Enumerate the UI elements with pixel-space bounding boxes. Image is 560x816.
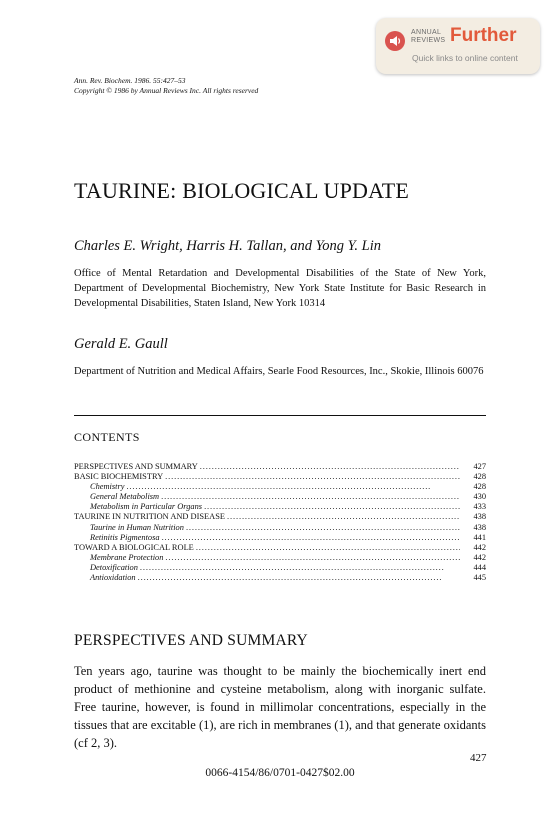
toc-leader-dots — [138, 573, 460, 583]
section-body: Ten years ago, taurine was thought to be mainly the biochemically inert end product of methionine and cysteine metabolism, along with inorganic sulfate. Free taurine, however, is found in millimolar concentrations, especially in the tissues that are excitable (1), are rich in membranes (1), and that generate oxidants (cf 2, 3). — [74, 664, 486, 750]
toc-leader-dots — [126, 482, 460, 492]
table-of-contents — [74, 462, 486, 583]
toc-entry-page: 438 — [473, 512, 486, 522]
copyright-line: Copyright © 1986 by Annual Reviews Inc. All rights reserved — [74, 86, 259, 95]
toc-entry[interactable] — [74, 573, 486, 583]
toc-entry-page: 438 — [473, 522, 486, 532]
toc-entry[interactable] — [74, 462, 486, 472]
toc-leader-dots — [161, 492, 460, 502]
toc-entry-page: 444 — [473, 562, 486, 572]
contents-heading: CONTENTS — [74, 430, 140, 444]
toc-entry[interactable] — [74, 482, 486, 492]
toc-entry-label: BASIC BIOCHEMISTRY — [74, 472, 164, 482]
toc-leader-dots — [227, 512, 460, 522]
toc-entry-label: Membrane Protection — [90, 552, 164, 562]
authors-secondary: Gerald E. Gaull — [74, 336, 168, 352]
toc-leader-dots — [196, 543, 460, 553]
affiliation-secondary: Department of Nutrition and Medical Affairs, Searle Food Resources, Inc., Skokie, Illinois 60076 — [74, 366, 484, 377]
toc-leader-dots — [162, 533, 460, 543]
toc-entry-page: 445 — [473, 573, 486, 583]
article-title: TAURINE: BIOLOGICAL UPDATE — [74, 178, 410, 203]
quick-links-tagline: Quick links to online content — [412, 53, 518, 63]
toc-entry-label: Detoxification — [90, 562, 138, 572]
toc-entry-label: Taurine in Human Nutrition — [90, 522, 184, 532]
authors-primary: Charles E. Wright, Harris H. Tallan, and Yong Y. Lin — [74, 238, 382, 254]
toc-entry-page: 428 — [473, 472, 486, 482]
footer-code: 0066-4154/86/0701-0427$02.00 — [205, 767, 355, 779]
toc-entry-page: 442 — [473, 552, 486, 562]
toc-entry[interactable] — [74, 563, 486, 573]
toc-entry-label: TAURINE IN NUTRITION AND DISEASE — [74, 512, 225, 522]
toc-entry-label: Retinitis Pigmentosa — [90, 532, 160, 542]
toc-entry[interactable] — [74, 543, 486, 553]
further-label: Further — [450, 25, 517, 46]
toc-entry[interactable] — [74, 472, 486, 482]
affiliation-primary: Office of Mental Retardation and Developmental Disabilities of the State of New York, Department of Developmental Biochemistry, New York State Institute for Basic Research in Developmental Disabilities, Staten Island, New York 10314 — [74, 268, 486, 309]
toc-entry-page: 427 — [473, 462, 486, 471]
toc-entry-label: Chemistry — [90, 482, 125, 492]
toc-leader-dots — [186, 523, 460, 533]
section-heading: PERSPECTIVES AND SUMMARY — [74, 632, 308, 649]
annual-reviews-wordmark: ANNUAL REVIEWS — [411, 29, 446, 44]
toc-entry-page: 433 — [473, 502, 486, 512]
toc-entry-page: 430 — [473, 492, 486, 502]
citation-line: Ann. Rev. Biochem. 1986. 55:427–53 — [74, 76, 186, 85]
toc-entry-label: TOWARD A BIOLOGICAL ROLE — [74, 542, 194, 552]
toc-leader-dots — [200, 462, 460, 472]
toc-entry-label: PERSPECTIVES AND SUMMARY — [74, 462, 198, 471]
toc-entry[interactable] — [74, 502, 486, 512]
toc-entry[interactable] — [74, 553, 486, 563]
page-number: 427 — [470, 752, 487, 764]
toc-entry-label: General Metabolism — [90, 492, 160, 502]
divider — [74, 415, 486, 416]
toc-entry-label: Metabolism in Particular Organs — [90, 502, 203, 512]
toc-leader-dots — [165, 472, 460, 482]
toc-leader-dots — [140, 563, 460, 573]
toc-entry[interactable] — [74, 492, 486, 502]
speaker-icon — [385, 31, 405, 51]
toc-entry[interactable] — [74, 512, 486, 522]
toc-entry-page: 442 — [473, 542, 486, 552]
citation-block — [74, 76, 258, 96]
toc-entry-label: Antioxidation — [90, 573, 136, 583]
toc-entry[interactable] — [74, 523, 486, 533]
toc-leader-dots — [204, 502, 460, 512]
toc-entry-page: 428 — [473, 482, 486, 492]
toc-entry-page: 441 — [473, 532, 486, 542]
toc-entry[interactable] — [74, 533, 486, 543]
annual-reviews-further-badge[interactable] — [376, 18, 540, 74]
toc-leader-dots — [165, 553, 460, 563]
